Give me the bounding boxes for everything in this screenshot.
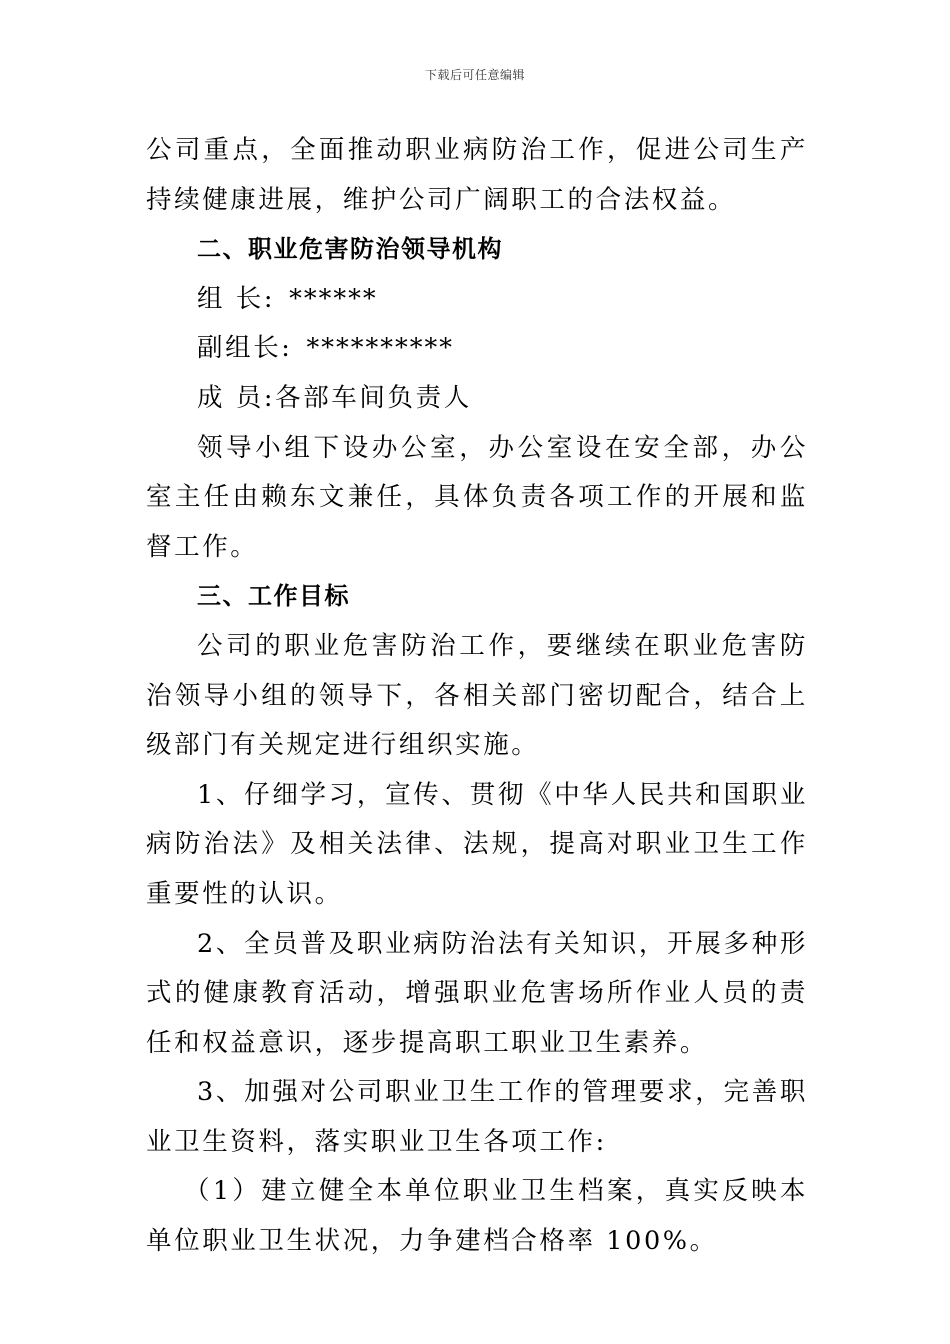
member-leader (146, 275, 808, 325)
paragraph-goal: 公司的职业危害防治工作，要继续在职业危害防治领导小组的领导下，各相关部门密切配合，结合上级部门有关规定进行组织实施。 (146, 630, 808, 761)
list-item-1: 1、仔细学习，宣传、贯彻《中华人民共和国职业病防治法》及相关法律、法规，提高对职业卫生工作重要性的认识。 (146, 779, 808, 909)
list-item-2: 2、全员普及职业病防治法有关知识，开展多种形式的健康教育活动，增强职业危害场所作业人员的责任和权益意识，逐步提高职工职业卫生素养。 (146, 928, 808, 1058)
member-leader-label: 组 长: (197, 283, 276, 314)
member-staff (146, 374, 808, 424)
member-deputy-label: 副组长: (197, 333, 293, 364)
document-body (146, 126, 808, 1267)
list-item-3-1: （1）建立健全本单位职业卫生档案，真实反映本单位职业卫生状况，力争建档合格率 100%。 (146, 1176, 808, 1257)
member-staff-label: 成 员: (197, 382, 276, 413)
member-staff-value: 各部车间负责人 (275, 382, 472, 413)
member-deputy (146, 324, 808, 374)
section-heading-leadership: 二、职业危害防治领导机构 (197, 235, 503, 264)
member-leader-value: ****** (289, 283, 378, 314)
page-header-note: 下载后可任意编辑 (424, 68, 525, 82)
member-deputy-value: ********** (306, 333, 454, 364)
paragraph-office: 领导小组下设办公室，办公室设在安全部，办公室主任由赖东文兼任，具体负责各项工作的开展和监督工作。 (146, 432, 808, 562)
list-item-3: 3、加强对公司职业卫生工作的管理要求，完善职业卫生资料，落实职业卫生各项工作: (146, 1077, 808, 1157)
section-heading-goals: 三、工作目标 (197, 582, 350, 611)
paragraph-intro: 公司重点，全面推动职业病防治工作，促进公司生产持续健康进展，维护公司广阔职工的合法权益。 (146, 135, 808, 215)
